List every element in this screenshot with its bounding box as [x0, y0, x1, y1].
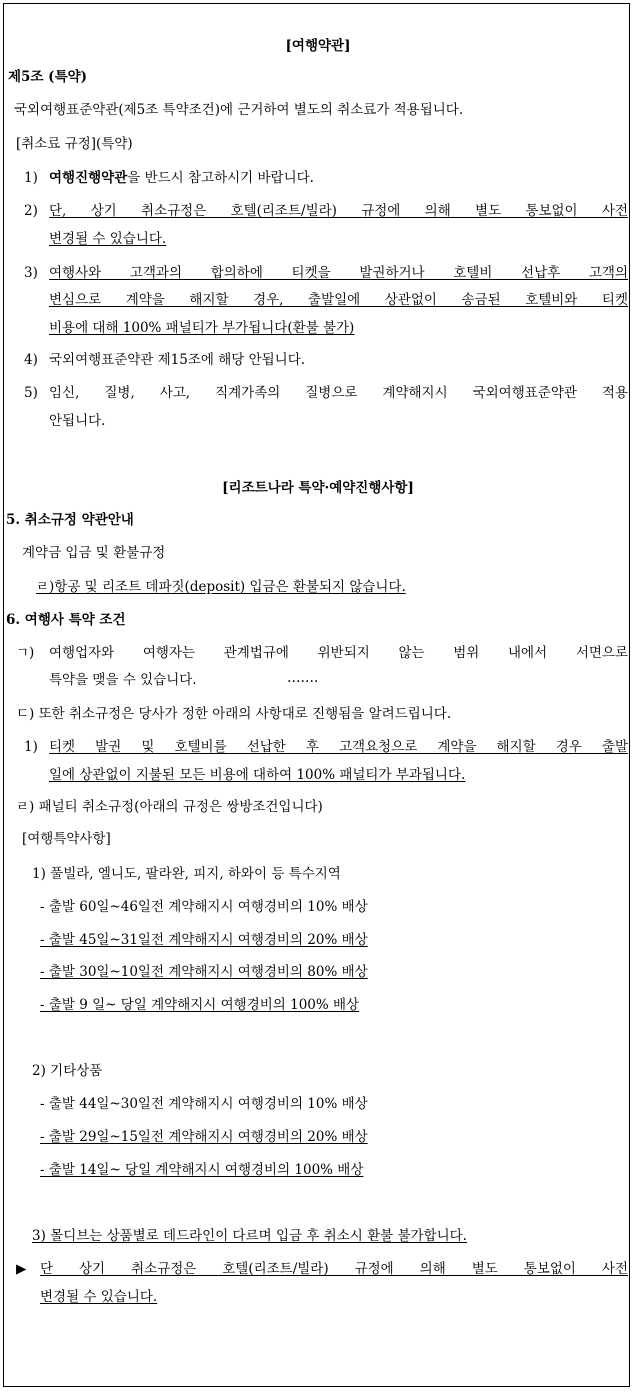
item-d-text: ㄷ) 또한 취소규정은 당사가 정한 아래의 사항대로 진행됨을 알려드립니다.: [16, 706, 452, 722]
item-2-line-2: 변경될 수 있습니다.: [49, 231, 167, 247]
penalty-row: - 출발 44일~30일전 계약해지시 여행경비의 10% 배상: [40, 1096, 368, 1112]
article-5-cancel-title: 5. 취소규정 약관안내: [6, 512, 134, 528]
article-6-title: 6. 여행사 특약 조건: [6, 612, 126, 628]
note-line-2: 변경될 수 있습니다.: [40, 1289, 158, 1305]
penalty-row: - 출발 29일~15일전 계약해지시 여행경비의 20% 배상: [40, 1129, 368, 1145]
article-5-title: 제5조 (특약): [8, 69, 88, 85]
resort-special-heading: [리조트나라 특약·예약진행사항]: [222, 480, 414, 496]
item-4-text: 국외여행표준약관 제15조에 해당 안됩니다.: [49, 352, 306, 368]
item-d1-line-2: 일에 상관없이 지불된 모든 비용에 대하여 100% 패널티가 부과됩니다.: [49, 767, 466, 783]
penalty-row: - 출발 9 일~ 당일 계약해지시 여행경비의 100% 배상: [40, 997, 360, 1013]
item-number: 1): [24, 170, 38, 186]
penalty-row: - 출발 60일~46일전 계약해지시 여행경비의 10% 배상: [40, 899, 368, 915]
note-line-1: 단 상기 취소규정은 호텔(리조트/빌라) 규정에 의해 별도 통보없이 사전: [40, 1261, 628, 1277]
item-number: 5): [24, 385, 38, 401]
item-3-line-3: 비용에 대해 100% 패널티가 부가됩니다(환불 불가): [49, 320, 355, 336]
item-1-bold: 여행진행약관: [49, 170, 128, 186]
deposit-nonrefund-item: ㄹ)항공 및 리조트 데파짓(deposit) 입금은 환불되지 않습니다.: [36, 579, 406, 595]
item-r-text: ㄹ) 패널티 취소규정(아래의 규정은 쌍방조건입니다): [16, 799, 323, 815]
penalty-row: - 출발 30일~10일전 계약해지시 여행경비의 80% 배상: [40, 964, 368, 980]
penalty-row: - 출발 45일~31일전 계약해지시 여행경비의 20% 배상: [40, 932, 368, 948]
group-2-title: 2) 기타상품: [32, 1063, 103, 1079]
item-5-line-1: 임신, 질병, 사고, 직계가족의 질병으로 계약해지시 국외여행표준약관 적용: [49, 385, 628, 401]
item-number: 1): [24, 739, 38, 755]
item-1-rest: 을 반드시 참고하시기 바랍니다.: [127, 170, 314, 186]
item-3-line-1: 여행사와 고객과의 합의하에 티켓을 발권하거나 호텔비 선납후 고객의: [49, 265, 628, 281]
item-2-line-1: 단, 상기 취소규정은 호텔(리조트/빌라) 규정에 의해 별도 통보없이 사전: [49, 203, 628, 219]
penalty-row: - 출발 14일~ 당일 계약해지시 여행경비의 100% 배상: [40, 1162, 364, 1178]
item-d1-line-1: 티켓 발권 및 호텔비를 선납한 후 고객요청으로 계약을 해지할 경우 출발: [49, 739, 628, 755]
item-number: ㄱ): [16, 645, 35, 661]
intro-text: 국외여행표준약관(제5조 특약조건)에 근거하여 별도의 취소료가 적용됩니다.: [14, 102, 464, 118]
item-1-text: [49, 168, 314, 188]
item-number: 3): [24, 265, 38, 281]
item-3-line-2: 변심으로 계약을 해지할 경우, 출발일에 상관없이 송금된 호텔비와 티켓: [49, 292, 628, 308]
item-g-line-2: 특약을 맺을 수 있습니다.: [49, 672, 197, 688]
note-arrow-icon: ▶: [16, 1261, 27, 1277]
item-number: 4): [24, 352, 38, 368]
item-number: 2): [24, 203, 38, 219]
item-5-line-2: 안됩니다.: [49, 413, 106, 429]
item-g-line-1: 여행업자와 여행자는 관계법규에 위반되지 않는 범위 내에서 서면으로: [49, 645, 628, 661]
group-1-title: 1) 풀빌라, 엘니도, 팔라완, 피지, 하와이 등 특수지역: [32, 866, 341, 882]
deposit-refund-subtitle: 계약금 입금 및 환불규정: [22, 545, 166, 561]
ellipsis: …….: [287, 670, 319, 686]
group-3-maldives: 3) 몰디브는 상품별로 데드라인이 다르며 입금 후 취소시 환불 불가합니다.: [32, 1228, 467, 1244]
cancel-fee-subheading: [취소료 규정](특약): [16, 136, 133, 152]
special-terms-heading: [여행특약사항]: [22, 831, 111, 847]
terms-heading: [여행약관]: [285, 38, 351, 54]
